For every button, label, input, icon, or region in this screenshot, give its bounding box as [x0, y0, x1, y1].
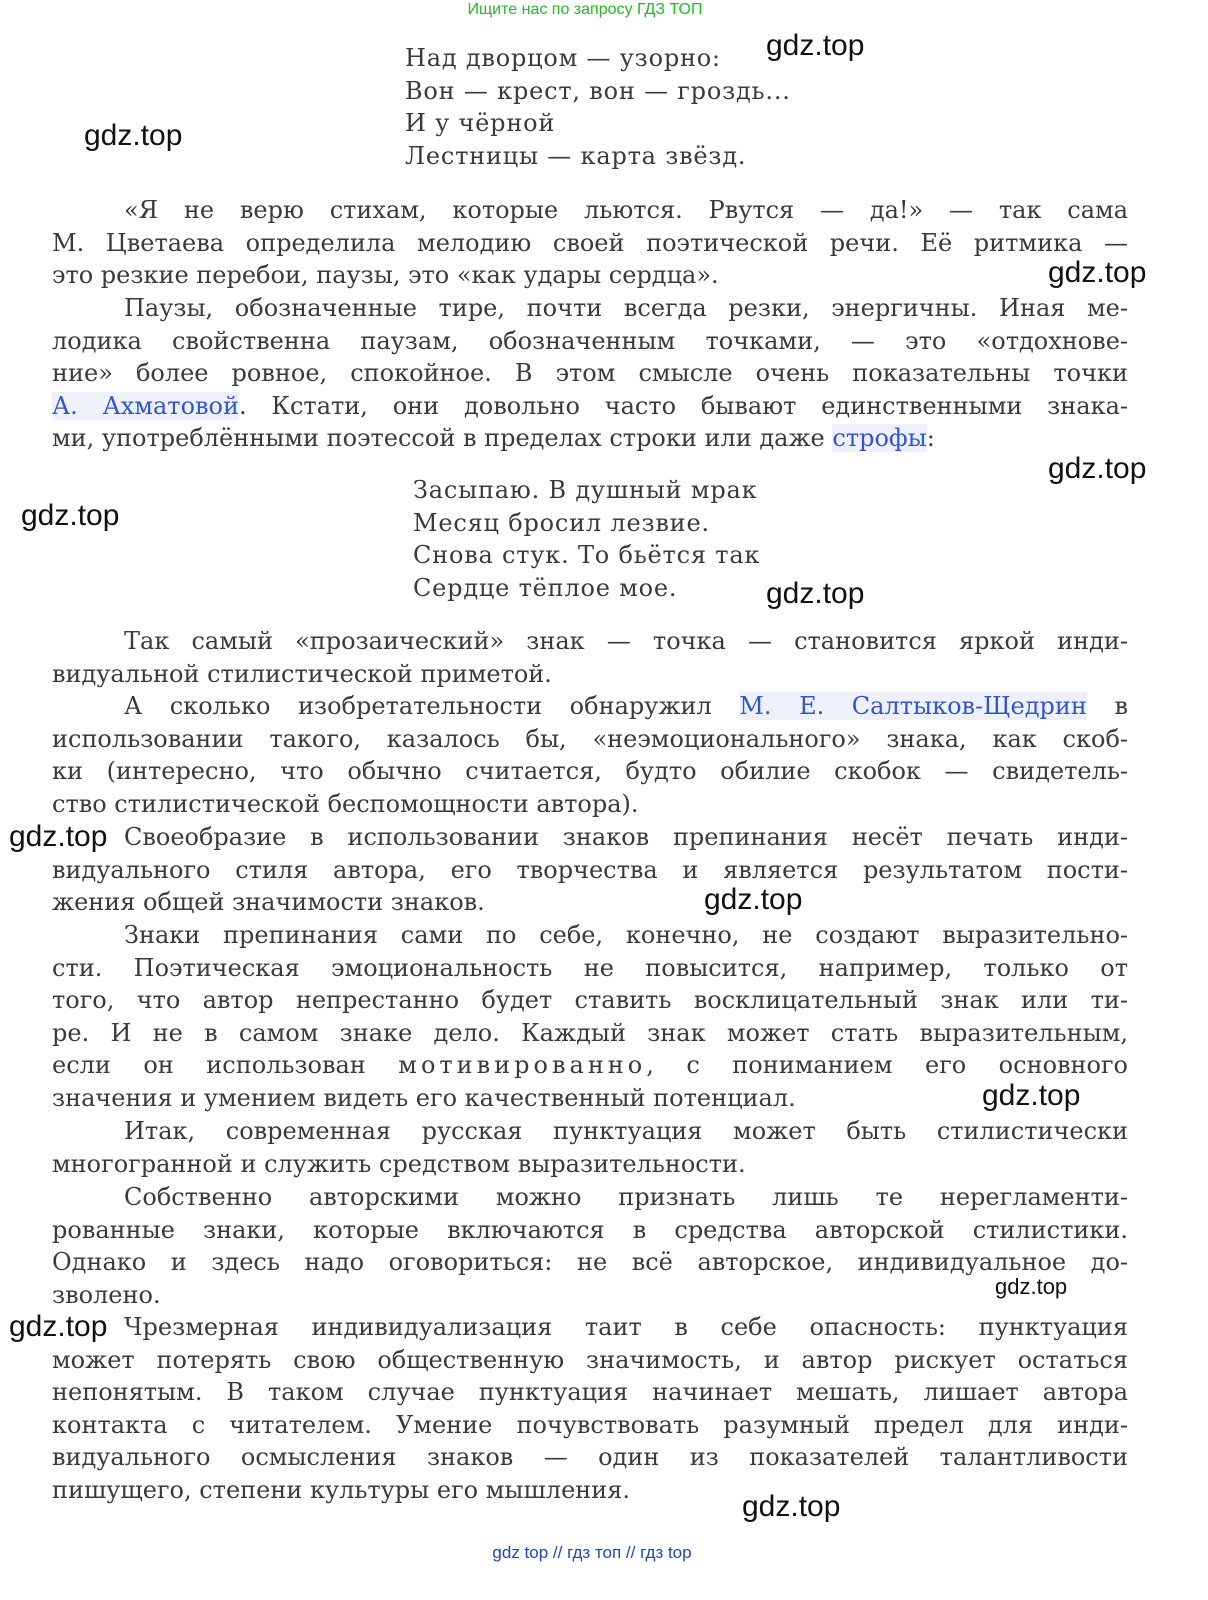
text-line: сти. Поэтическая эмоциональность не повысится, например, только от — [52, 953, 1128, 982]
text-line: Итак, современная русская пунктуация может быть стилистически — [124, 1117, 1128, 1145]
text-line: М. Цветаева определила мелодию своей поэтической речи. Её ритмика — — [52, 228, 1128, 257]
text-line: жения общей значимости знаков. — [52, 888, 485, 917]
watermark: gdz.top — [84, 119, 183, 152]
watermark: gdz.top — [704, 883, 803, 916]
paragraph-9 — [52, 1311, 1128, 1507]
footer-links: gdz top // гдз топ // гдз top — [492, 1543, 692, 1562]
paragraph-8 — [52, 1181, 1128, 1311]
text-line: лодика свойственна паузам, обозначенным точками, — это «отдохнове- — [52, 326, 1128, 355]
akhmatova-link[interactable]: А. Ахматовой — [52, 391, 239, 420]
paragraph-2 — [52, 292, 1128, 455]
text-line: видуальной стилистической приметой. — [52, 659, 552, 688]
text-line: ние» более ровное, спокойное. В этом смысле очень показательны точки — [52, 359, 1128, 388]
paragraph-4 — [52, 690, 1128, 820]
text-line: многогранной и служить средством выразительности. — [52, 1149, 746, 1178]
strofa-link[interactable]: строфы — [832, 424, 927, 453]
paragraph-1 — [52, 194, 1128, 292]
text-line: непонятым. В таком случае пунктуация начинает мешать, лишает автора — [52, 1378, 1128, 1407]
text-line: зволено. — [52, 1280, 161, 1309]
watermark: gdz.top — [9, 820, 108, 853]
watermark: gdz.top — [1048, 256, 1147, 289]
text-line: А. Ахматовой. Кстати, они довольно часто бывают единственными знака- — [52, 391, 1128, 420]
text-line: рованные знаки, которые включаются в средства авторской стилистики. — [52, 1215, 1128, 1244]
watermark: gdz.top — [766, 29, 865, 62]
text-line: это резкие перебои, паузы, это «как удары сердца». — [52, 261, 719, 290]
poem-line: И у чёрной — [405, 109, 556, 138]
text-line: пишущего, степени культуры его мышления. — [52, 1475, 631, 1504]
text-line: Однако и здесь надо оговориться: не всё авторское, индивидуальное до- — [52, 1248, 1128, 1277]
text-line: если он использован мотивированно, с пониманием его основного — [52, 1051, 1128, 1080]
paragraph-7 — [52, 1115, 1128, 1180]
poem-line: Лестницы — карта звёзд. — [405, 141, 747, 170]
text-line: Своеобразие в использовании знаков препинания несёт печать инди- — [124, 823, 1128, 851]
text-line: того, что автор непрестанно будет ставить восклицательный знак или ти- — [52, 986, 1128, 1015]
text-line: ство стилистической беспомощности автора). — [52, 789, 639, 818]
watermark: gdz.top — [995, 1274, 1068, 1299]
paragraph-6 — [52, 919, 1128, 1115]
poem-line: Над дворцом — узорно: — [405, 44, 721, 72]
text-line: ми, употреблёнными поэтессой в пределах строки или даже строфы: — [52, 424, 935, 453]
saltykov-link[interactable]: М. Е. Салтыков-Щедрин — [739, 692, 1087, 720]
text-line: Собственно авторскими можно признать лишь те нерегламенти- — [124, 1183, 1128, 1211]
text-line: использовании такого, казалось бы, «неэмоционального» знака, как скоб- — [52, 724, 1128, 753]
text-line: видуального осмысления знаков — один из показателей талантливости — [52, 1443, 1128, 1472]
poem-line: Снова стук. То бьётся так — [413, 541, 761, 570]
watermark: gdz.top — [742, 1490, 841, 1523]
text-line: ре. И не в самом знаке дело. Каждый знак может стать выразительным, — [52, 1018, 1128, 1047]
poem-2 — [413, 474, 760, 604]
text-line: контакта с читателем. Умение почувствовать разумный предел для инди- — [52, 1410, 1128, 1439]
emphasis-spaced: мотивированно — [398, 1051, 647, 1080]
text-line: видуального стиля автора, его творчества и является результатом пости- — [52, 855, 1128, 884]
watermark: gdz.top — [1048, 452, 1147, 485]
watermark: gdz.top — [9, 1310, 108, 1343]
paragraph-5 — [52, 821, 1128, 919]
paragraph-3 — [52, 625, 1128, 690]
poem-1 — [405, 42, 791, 172]
text-line: «Я не верю стихам, которые льются. Рвутся — да!» — так сама — [124, 196, 1128, 224]
watermark: gdz.top — [766, 577, 865, 610]
poem-line: Вон — крест, вон — гроздь... — [405, 76, 791, 105]
watermark: gdz.top — [982, 1079, 1081, 1112]
text-line: Так самый «прозаический» знак — точка — становится яркой инди- — [124, 627, 1128, 655]
text-line: Чрезмерная индивидуализация таит в себе опасность: пунктуация — [124, 1313, 1128, 1341]
poem-line: Сердце тёплое мое. — [413, 573, 678, 602]
text-line: А сколько изобретательности обнаружил М. Е. Салтыков-Щедрин в — [124, 692, 1128, 720]
text-line: Знаки препинания сами по себе, конечно, не создают выразительно- — [124, 921, 1128, 949]
text-line: ки (интересно, что обычно считается, будто обилие скобок — свидетель- — [52, 757, 1128, 786]
text-line: Паузы, обозначенные тире, почти всегда резки, энергичны. Иная ме- — [124, 294, 1128, 322]
poem-line: Засыпаю. В душный мрак — [413, 476, 758, 504]
text-line: значения и умением видеть его качественный потенциал. — [52, 1083, 796, 1112]
poem-line: Месяц бросил лезвие. — [413, 508, 710, 537]
watermark: gdz.top — [21, 499, 120, 532]
text-line: может потерять свою общественную значимость, и автор рискует остаться — [52, 1345, 1128, 1374]
top-banner: Ищите нас по запросу ГДЗ ТОП — [467, 1, 703, 18]
